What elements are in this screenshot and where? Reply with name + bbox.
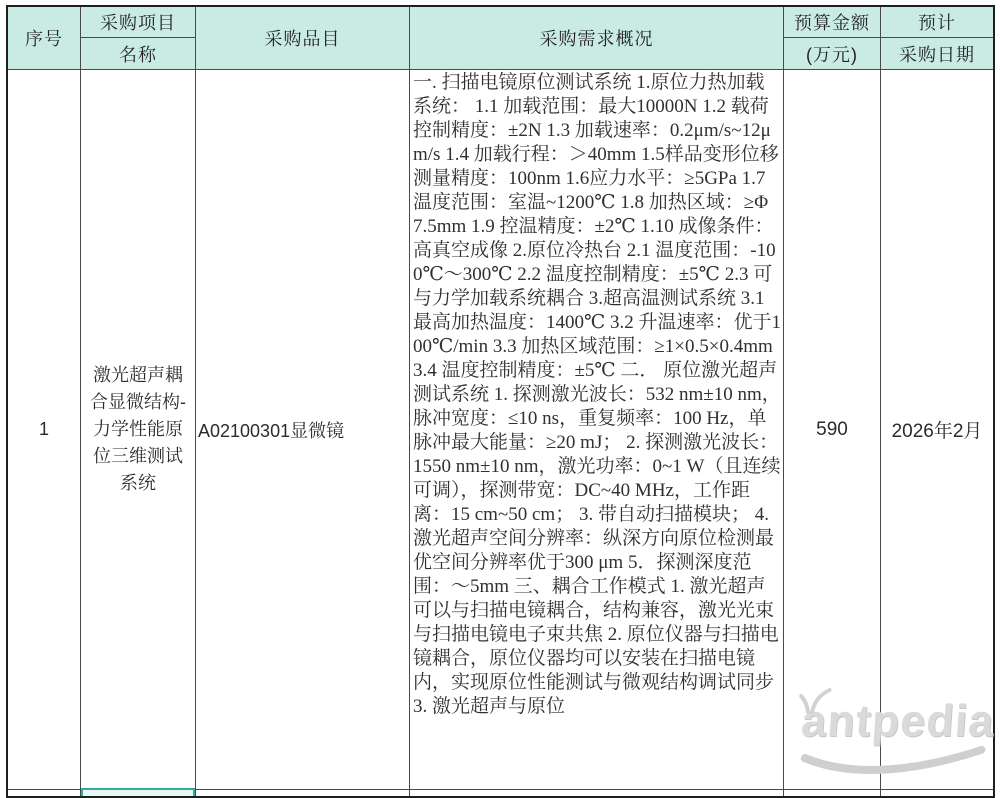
header-project-name-bottom: 名称 bbox=[81, 38, 195, 69]
header-project-name-top: 采购项目 bbox=[81, 7, 195, 37]
row2-item-partial bbox=[196, 790, 409, 796]
row2-date-partial bbox=[881, 790, 993, 796]
header-budget-top: 预算金额 bbox=[784, 7, 880, 37]
row1-date: 2026年2月 bbox=[881, 70, 993, 789]
header-item: 采购品目 bbox=[196, 7, 409, 69]
header-budget-bottom: (万元) bbox=[784, 38, 880, 69]
row2-seq-partial bbox=[8, 790, 80, 796]
row2-overview-partial bbox=[410, 790, 783, 796]
row1-budget: 590 bbox=[784, 70, 880, 789]
header-overview: 采购需求概况 bbox=[410, 7, 783, 69]
header-seq: 序号 bbox=[8, 7, 80, 69]
header-date-top: 预计 bbox=[881, 7, 993, 37]
row1-item: A02100301显微镜 bbox=[196, 70, 409, 789]
row1-project-name: 激光超声耦合显微结构-力学性能原位三维测试系统 bbox=[81, 70, 195, 789]
row2-project-name-partial bbox=[81, 788, 195, 796]
row1-overview: 一. 扫描电镜原位测试系统 1.原位力热加载系统： 1.1 加载范围：最大10000N 1.2 载荷控制精度：±2N 1.3 加载速率：0.2μm/s~12μm/s 1.4 加载行程：＞40mm 1.5样品变形位移测量精度：100nm 1.6应力水平：≥5GPa 1.7 温度范围：室温~1200℃ 1.8 加热区域：≥Φ7.5mm 1.9 控温精度：±2℃ 1.10 成像条件：高真空成像 2.原位冷热台 2.1 温度范围：-100℃～300℃ 2.2 温度控制精度：±5℃ 2.3 可与力学加载系统耦合 3.超高温测试系统 3.1 最高加热温度：1400℃ 3.2 升温速率：优于100℃/min 3.3 加热区域范围：≥1×0.5×0.4mm 3.4 温度控制精度：±5℃ 二． 原位激光超声测试系统 1. 探测激光波长：532 nm±10 nm，脉冲宽度：≤10 ns，重复频率：100 Hz，单脉冲最大能量：≥20 mJ； 2. 探测激光波长：1550 nm±10 nm，激光功率：0~1 W（且连续可调），探测带宽：DC~40 MHz，工作距离：15 cm~50 cm； 3. 带自动扫描模块； 4. 激光超声空间分辨率：纵深方向原位检测最优空间分辨率优于300 μm 5．探测深度范围：～5mm 三、耦合工作模式 1. 激光超声可以与扫描电镜耦合，结构兼容，激光光束与扫描电镜电子束共焦 2. 原位仪器与扫描电镜耦合，原位仪器均可以安装在扫描电镜内，实现原位性能测试与微观结构调试同步 3. 激光超声与原位 bbox=[410, 70, 783, 789]
row2-budget-partial bbox=[784, 790, 880, 796]
procurement-table bbox=[6, 5, 995, 798]
header-date-bottom: 采购日期 bbox=[881, 38, 993, 69]
watermark-text: antpedia bbox=[799, 695, 997, 746]
row1-seq: 1 bbox=[8, 70, 80, 789]
